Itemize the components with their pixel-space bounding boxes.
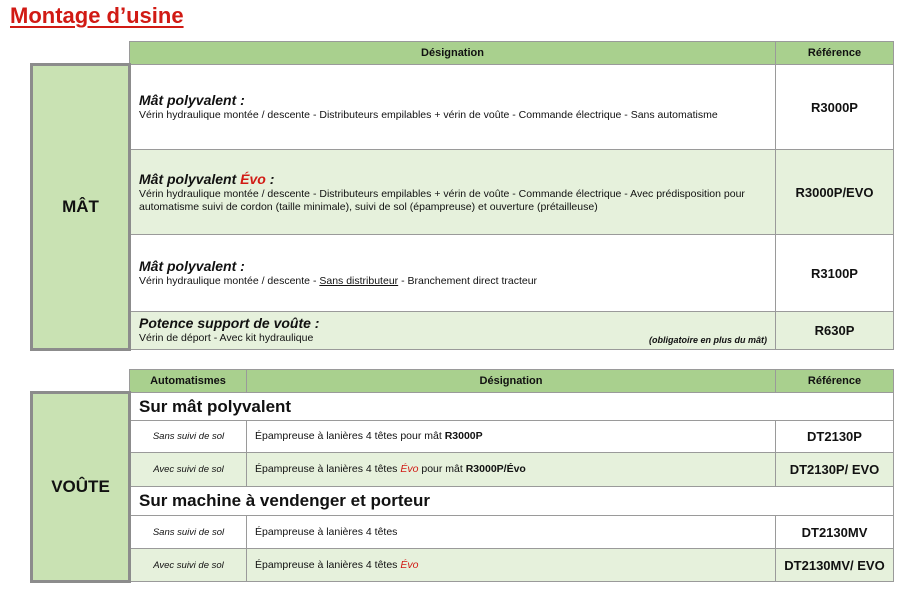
reference-cell: DT2130MV: [776, 516, 894, 549]
page-title: Montage d’usine: [10, 3, 184, 28]
evo-label: Évo: [240, 170, 266, 187]
item-description: Vérin hydraulique montée / descente - Sans distributeur - Branchement direct tracteur: [139, 275, 538, 287]
table-row: [32, 235, 894, 312]
item-title: Potence support de voûte :: [139, 314, 320, 331]
evo-label: Évo: [400, 558, 419, 571]
designation-cell: Épampreuse à lanières 4 têtes Évo pour mât R3000P/Évo: [247, 453, 776, 487]
table-row: [32, 150, 894, 235]
item-description: Vérin de déport - Avec kit hydraulique: [139, 331, 314, 344]
table-row: [32, 516, 894, 549]
voute-header-automatismes: Automatismes: [130, 370, 247, 393]
table-row: [32, 312, 894, 350]
group-title: Sur mât polyvalent: [130, 393, 894, 421]
evo-label: Évo: [400, 463, 419, 475]
reference-cell: R630P: [776, 312, 894, 350]
voute-table: [30, 369, 894, 583]
mandatory-note: (obligatoire en plus du mât): [648, 334, 767, 345]
designation-cell: Épampreuse à lanières 4 têtes pour mât R3000P: [247, 421, 776, 453]
section-label-mat: MÂT: [32, 65, 130, 350]
reference-cell: R3000P: [776, 65, 894, 150]
table-row: [32, 421, 894, 453]
item-description: Vérin hydraulique montée / descente - Distributeurs empilables + vérin de voûte - Commande électrique - Avec prédisposition pour automatisme suivi de cordon (taille minimale), suivi de sol (épampreuse) et ouverture (prétailleuse): [139, 187, 745, 213]
item-title: Mât polyvalent Évo :: [139, 170, 275, 187]
reference-cell: R3000P/EVO: [776, 150, 894, 235]
mat-header-designation: Désignation: [130, 42, 776, 65]
section-label-voute: VOÛTE: [32, 393, 130, 582]
reference-cell: DT2130P/ EVO: [776, 453, 894, 487]
reference-cell: DT2130MV/ EVO: [776, 549, 894, 582]
table-row: [32, 453, 894, 487]
table-row: [32, 549, 894, 582]
automatisme-cell: Avec suivi de sol: [130, 549, 247, 582]
designation-cell: Épampreuse à lanières 4 têtes: [247, 516, 776, 549]
item-title: Mât polyvalent :: [139, 92, 245, 108]
item-description: Vérin hydraulique montée / descente - Distributeurs empilables + vérin de voûte - Commande électrique - Sans automatisme: [139, 109, 718, 121]
reference-cell: R3100P: [776, 235, 894, 312]
table-row: [32, 65, 894, 150]
automatisme-cell: Avec suivi de sol: [130, 453, 247, 487]
reference-cell: DT2130P: [776, 421, 894, 453]
designation-cell: Épampreuse à lanières 4 têtes Évo: [247, 549, 776, 582]
mat-table: [30, 41, 894, 351]
automatisme-cell: Sans suivi de sol: [130, 516, 247, 549]
item-title: Mât polyvalent :: [139, 258, 245, 274]
mat-header-reference: Référence: [776, 42, 894, 65]
automatisme-cell: Sans suivi de sol: [130, 421, 247, 453]
voute-header-reference: Référence: [776, 370, 894, 393]
group-title: Sur machine à vendenger et porteur: [130, 487, 894, 516]
voute-header-designation: Désignation: [247, 370, 776, 393]
